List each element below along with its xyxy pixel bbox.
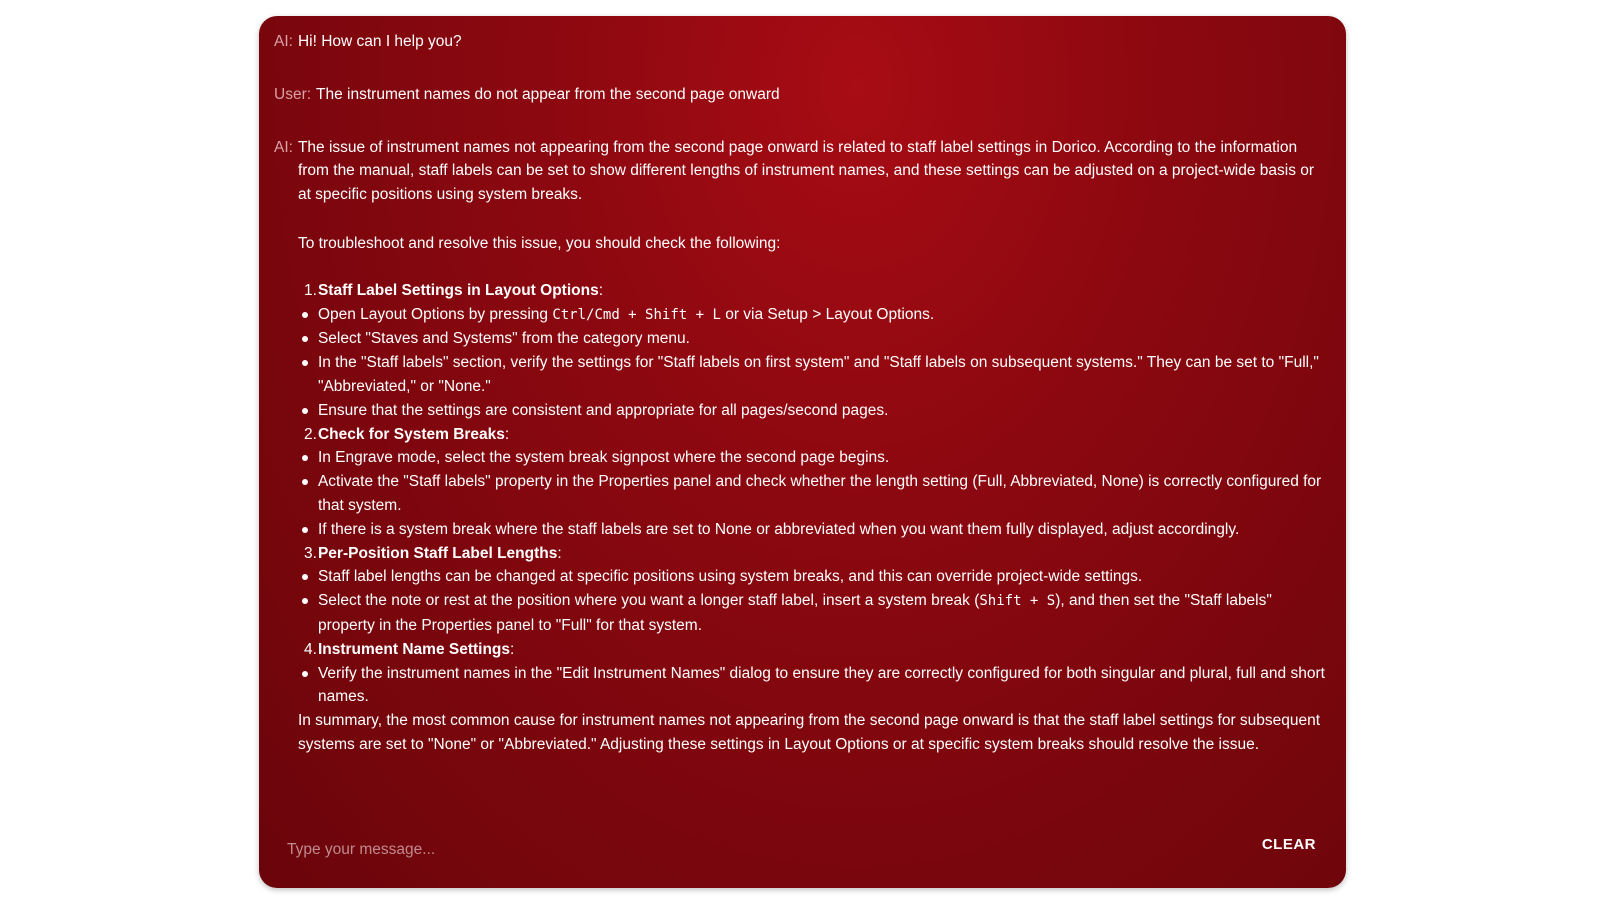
response-body <box>298 136 1328 757</box>
message-text: The instrument names do not appear from the second page onward <box>316 85 780 103</box>
list-item <box>298 589 1328 638</box>
step-title: Staff Label Settings in Layout Options <box>317 281 599 299</box>
chat-window <box>259 16 1346 888</box>
list-item-text: Activate the "Staff labels" property in the Properties panel and check whether the length setting (Full, Abbreviated, None) is correctly configured for that system. <box>317 473 1322 514</box>
message-text: Hi! How can I help you? <box>297 33 462 50</box>
speaker-label: User: <box>274 85 312 103</box>
step-number: 4. <box>304 640 317 658</box>
step-heading: 1. Staff Label Settings in Layout Options: <box>298 279 1328 303</box>
message-input-bar <box>259 808 1346 888</box>
list-item <box>298 327 1328 351</box>
bullet-icon <box>298 446 318 470</box>
list-item <box>298 662 1328 710</box>
speaker-label: AI: <box>274 138 293 156</box>
list-item <box>298 446 1328 470</box>
response-summary: In summary, the most common cause for instrument names not appearing from the second page onward is that the staff label settings for subsequent systems are set to "None" or "Abbreviated." Adjusting these settings in Layout Options or at specific system breaks should resolve the issue. <box>297 712 1321 753</box>
shortcut-code: Ctrl/Cmd + Shift + L <box>552 306 721 323</box>
list-item-text <box>318 589 1328 638</box>
bullet-icon <box>298 565 318 589</box>
bullet-icon <box>298 662 318 710</box>
bullet-icon <box>298 399 318 423</box>
speaker-label: AI: <box>274 33 293 50</box>
response-intro: The issue of instrument names not appearing from the second page onward is related to staff label settings in Dorico. According to the information from the manual, staff labels can be set to show different lengths of instrument names, and these settings can be adjusted on a project-wide basis or at specific positions using system breaks. <box>297 138 1315 204</box>
step-title: Per-Position Staff Label Lengths <box>317 544 558 562</box>
message-user <box>274 83 1328 107</box>
message-ai-response <box>274 136 1328 757</box>
list-item-text: Verify the instrument names in the "Edit Instrument Names" dialog to ensure they are correctly configured for both singular and plural, full and short names. <box>317 664 1325 706</box>
list-item <box>298 351 1328 399</box>
text-segment: or via Setup > Layout Options. <box>720 305 935 323</box>
list-item-text: In the "Staff labels" section, verify the settings for "Staff labels on first system" and "Staff labels on subsequent systems." They can be set to "Full," "Abbreviated," or "None." <box>317 354 1319 395</box>
step-heading: 2. Check for System Breaks: <box>298 423 1328 447</box>
list-item-text: Staff label lengths can be changed at specific positions using system breaks, and this can override project-wide settings. <box>317 568 1143 586</box>
list-item <box>298 518 1328 542</box>
list-item-text <box>318 303 1328 328</box>
list-item <box>298 399 1328 423</box>
bullet-icon <box>298 589 318 638</box>
bullet-icon <box>298 518 318 542</box>
text-segment: Select the note or rest at the position where you want a longer staff label, insert a system break ( <box>317 592 980 610</box>
bullet-icon <box>298 303 318 328</box>
list-item-text: In Engrave mode, select the system break signpost where the second page begins. <box>317 449 890 467</box>
list-item-text: Ensure that the settings are consistent and appropriate for all pages/second pages. <box>317 401 889 419</box>
message-list <box>274 30 1328 808</box>
step-number: 1. <box>304 281 317 299</box>
message-ai-greeting <box>274 30 1328 54</box>
text-segment: ), and then set the "Staff labels" property in the Properties panel to "Full" for that system. <box>317 592 1272 634</box>
step-number: 2. <box>304 425 317 443</box>
list-item-text: Select "Staves and Systems" from the category menu. <box>317 330 690 348</box>
step-heading: 4. Instrument Name Settings: <box>298 638 1328 662</box>
text-segment: Open Layout Options by pressing <box>317 305 553 323</box>
bullet-icon <box>298 470 318 518</box>
step-title: Check for System Breaks <box>317 425 505 443</box>
list-item <box>298 470 1328 518</box>
message-input[interactable] <box>287 835 1187 865</box>
bullet-icon <box>298 351 318 399</box>
troubleshoot-list <box>298 279 1328 757</box>
step-heading: 3. Per-Position Staff Label Lengths: <box>298 542 1328 566</box>
list-item <box>298 303 1328 328</box>
clear-button[interactable]: CLEAR <box>1261 836 1316 853</box>
response-lead: To troubleshoot and resolve this issue, you should check the following: <box>297 234 781 252</box>
step-number: 3. <box>304 544 317 562</box>
step-title: Instrument Name Settings <box>317 640 511 658</box>
list-item-text: If there is a system break where the staff labels are set to None or abbreviated when you want them fully displayed, adjust accordingly. <box>317 520 1240 538</box>
list-item <box>298 565 1328 589</box>
bullet-icon <box>298 327 318 351</box>
shortcut-code: Shift + S <box>979 593 1056 610</box>
